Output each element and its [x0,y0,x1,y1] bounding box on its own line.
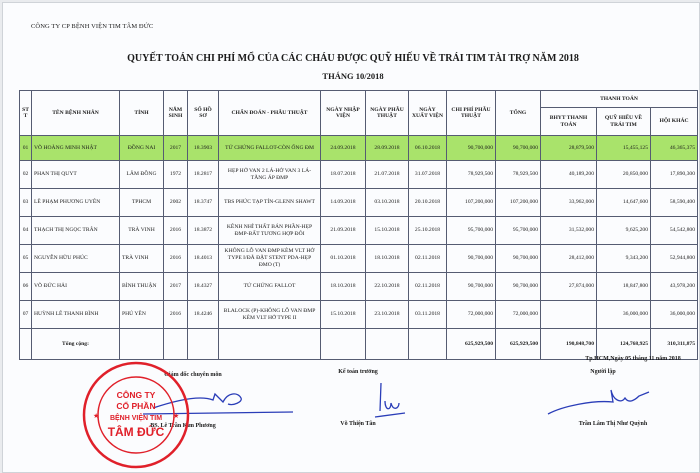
cell-surgery-date: 18.10.2018 [366,245,409,273]
signature-3 [543,388,653,418]
cell-admit-date: 18.10.2018 [321,273,366,301]
cell-record-no: 18.3872 [188,217,219,245]
cell-surgery-cost: 72,000,000 [447,301,496,329]
cell-total: 78,929,500 [496,161,541,189]
cell-fund: 14,647,600 [597,189,651,217]
table-row [20,189,698,217]
cell-admit-date: 01.10.2018 [321,245,366,273]
cell-diagnosis: TBS PHỨC TẠP TÍN-GLENN SHAWT [219,189,321,217]
cell-record-no: 18.3903 [188,136,219,161]
signer-role-3: Người lập [590,369,616,375]
cell-total: 90,700,000 [496,136,541,161]
cell-province: BÌNH THUẬN [120,273,164,301]
cell-province: TPHCM [120,189,164,217]
cell-fund: 15,455,125 [597,136,651,161]
cell-surgery-date: 28.09.2018 [366,136,409,161]
cell-stt: 05 [20,245,32,273]
cell-stt: 04 [20,217,32,245]
cell-surgery-cost: 90,700,000 [447,136,496,161]
cell-insurance [541,301,597,329]
cell-empty [219,329,321,360]
table-row [20,217,698,245]
cell-admit-date: 18.07.2018 [321,161,366,189]
cell-other: 54,542,800 [651,217,698,245]
col-record-no: SỐ HỒ SƠ [188,91,219,136]
cell-fund: 9,625,200 [597,217,651,245]
cell-name: LÊ PHẠM PHƯƠNG UYÊN [32,189,120,217]
cell-diagnosis: TỨ CHỨNG FALLOT-CÒN ỐNG ĐM [219,136,321,161]
cell-stt: 06 [20,273,32,301]
company-name: CÔNG TY CP BỆNH VIỆN TIM TÂM ĐỨC [31,23,154,30]
cell-name: VÕ HOÀNG MINH NHẬT [32,136,120,161]
table-row [20,273,698,301]
cell-province: TRÀ VINH [120,217,164,245]
cell-birth-year: 2017 [164,136,188,161]
col-surgery-date: NGÀY PHẪU THUẬT [366,91,409,136]
col-other: HỘI KHÁC [651,108,698,136]
stamp-line-4: TÂM ĐỨC [107,425,165,439]
cell-birth-year: 2002 [164,189,188,217]
cell-empty [366,329,409,360]
cell-stt: 03 [20,189,32,217]
cell-empty [188,329,219,360]
cell-diagnosis: TỨ CHỨNG FALLOT [219,273,321,301]
cell-other: 36,000,000 [651,301,698,329]
cell-surgery-cost: 90,700,000 [447,273,496,301]
cell-record-no: 18.2817 [188,161,219,189]
cell-insurance: 27,874,000 [541,273,597,301]
col-insurance: BHYT THANH TOÁN [541,108,597,136]
cell-stt: 01 [20,136,32,161]
cell-other: 43,978,200 [651,273,698,301]
settlement-table [19,90,698,360]
cell-surgery-date: 03.10.2018 [366,189,409,217]
cell-discharge-date: 02.11.2018 [409,245,447,273]
cell-insurance: 33,962,000 [541,189,597,217]
cell-admit-date: 15.10.2018 [321,301,366,329]
cell-birth-year: 2017 [164,273,188,301]
cell-province: TRÀ VINH [120,245,164,273]
cell-admit-date: 24.09.2018 [321,136,366,161]
col-province: TỈNH [120,91,164,136]
cell-empty [120,329,164,360]
cell-province: LÂM ĐỒNG [120,161,164,189]
cell-insurance: 28,412,000 [541,245,597,273]
cell-other: 17,890,300 [651,161,698,189]
document-title: QUYẾT TOÁN CHI PHÍ MỔ CỦA CÁC CHÁU ĐƯỢC QUỸ HIẾU VỀ TRÁI TIM TÀI TRỢ NĂM 2018 [127,53,579,64]
cell-diagnosis: HẸP HỞ VAN 2 LÁ-HỞ VAN 3 LÁ-TĂNG ÁP ĐMP [219,161,321,189]
col-diagnosis: CHẨN ĐOÁN - PHẪU THUẬT [219,91,321,136]
col-total: TỔNG [496,91,541,136]
cell-other: 46,365,375 [651,136,698,161]
cell-discharge-date: 06.10.2018 [409,136,447,161]
col-fund: QUỸ HIẾU VỀ TRÁI TIM [597,108,651,136]
cell-name: THẠCH THỊ NGỌC TRÂN [32,217,120,245]
cell-record-no: 18.4327 [188,273,219,301]
stamp-line-2: CỔ PHẦN [116,401,156,411]
cell-diagnosis: KHÔNG LỖ VAN ĐMP KÈM VLT HỞ TYPE I/ĐÃ ĐẶT STENT PDA-HẸP ĐMO (T) [219,245,321,273]
cell-name: PHAN THỊ QUYT [32,161,120,189]
place-date: Tp.HCM,Ngày 05 tháng 11 năm 2018 [585,356,681,362]
cell-empty [164,329,188,360]
cell-empty [20,329,32,360]
table-row [20,136,698,161]
col-admit-date: NGÀY NHẬP VIỆN [321,91,366,136]
document-subtitle: THÁNG 10/2018 [322,71,384,81]
cell-province: PHÚ YÊN [120,301,164,329]
total-surgery-cost: 625,929,500 [447,329,496,360]
total-insurance: 190,848,700 [541,329,597,360]
cell-fund: 9,343,200 [597,245,651,273]
stamp-line-3: BỆNH VIỆN TIM [109,415,163,422]
signer-name-1: BS. Lê Trần Kim Phương [150,423,216,429]
col-payment-group: THANH TOÁN [541,91,698,108]
cell-empty [409,329,447,360]
cell-total: 107,200,000 [496,189,541,217]
cell-surgery-cost: 95,700,000 [447,217,496,245]
col-surgery-cost: CHI PHÍ PHẪU THUẬT [447,91,496,136]
table-header-row [20,91,698,108]
cell-birth-year: 1972 [164,161,188,189]
cell-surgery-cost: 90,700,000 [447,245,496,273]
cell-other: 52,944,800 [651,245,698,273]
totals-row [20,329,698,360]
cell-discharge-date: 02.11.2018 [409,273,447,301]
cell-birth-year: 2016 [164,245,188,273]
col-stt: ST T [20,91,32,136]
cell-surgery-cost: 78,929,500 [447,161,496,189]
table-row [20,161,698,189]
star-icon: ★ [93,412,100,420]
cell-stt: 02 [20,161,32,189]
col-name: TÊN BỆNH NHÂN [32,91,120,136]
cell-discharge-date: 25.10.2018 [409,217,447,245]
total-other: 310,311,875 [651,329,698,360]
cell-insurance: 31,532,000 [541,217,597,245]
cell-name: NGUYỄN HỮU PHÚC [32,245,120,273]
cell-record-no: 18.3747 [188,189,219,217]
total-fund: 124,768,925 [597,329,651,360]
cell-diagnosis: BLALOCK (P)-KHÔNG LỖ VAN ĐMP KÈM VLT HỞ TYPE II [219,301,321,329]
cell-fund: 36,000,000 [597,301,651,329]
cell-discharge-date: 03.11.2018 [409,301,447,329]
cell-total: 90,700,000 [496,245,541,273]
cell-surgery-cost: 107,200,000 [447,189,496,217]
document-page [2,2,700,473]
cell-surgery-date: 21.07.2018 [366,161,409,189]
cell-record-no: 18.4246 [188,301,219,329]
col-birth-year: NĂM SINH [164,91,188,136]
stamp-line-1: CÔNG TY [116,390,156,400]
cell-stt: 07 [20,301,32,329]
cell-admit-date: 21.09.2018 [321,217,366,245]
cell-surgery-date: 23.10.2018 [366,301,409,329]
cell-total: 72,000,000 [496,301,541,329]
cell-fund: 18,847,800 [597,273,651,301]
table-row [20,301,698,329]
cell-total: 95,700,000 [496,217,541,245]
cell-name: VÕ ĐỨC HẢI [32,273,120,301]
cell-admit-date: 14.09.2018 [321,189,366,217]
cell-record-no: 18.4013 [188,245,219,273]
cell-birth-year: 2016 [164,217,188,245]
cell-name: HUỲNH LÊ THANH BÌNH [32,301,120,329]
cell-insurance: 40,189,200 [541,161,597,189]
signer-role-2: Kế toán trưởng [338,369,378,375]
cell-empty [321,329,366,360]
cell-diagnosis: KÊNH NHĨ THẤT BÁN PHẦN-HẸP ĐMP-BẤT TƯƠNG HỢP ĐÔI [219,217,321,245]
cell-surgery-date: 22.10.2018 [366,273,409,301]
cell-surgery-date: 15.10.2018 [366,217,409,245]
signer-name-3: Trần Lâm Thị Như Quỳnh [578,421,648,427]
cell-discharge-date: 20.10.2018 [409,189,447,217]
cell-fund: 20,850,000 [597,161,651,189]
cell-discharge-date: 31.07.2018 [409,161,447,189]
cell-other: 58,590,400 [651,189,698,217]
cell-province: ĐỒNG NAI [120,136,164,161]
star-icon: ★ [173,412,180,420]
signer-role-1: Giám đốc chuyên môn [164,372,222,378]
table-row [20,245,698,273]
signature-2 [373,381,413,421]
total-total: 625,929,500 [496,329,541,360]
col-discharge-date: NGÀY XUẤT VIỆN [409,91,447,136]
signer-name-2: Võ Thiện Tân [340,421,376,427]
cell-insurance: 28,879,500 [541,136,597,161]
cell-total: 90,700,000 [496,273,541,301]
cell-birth-year: 2016 [164,301,188,329]
totals-label: Tổng cộng: [32,329,120,360]
company-stamp [81,360,191,470]
